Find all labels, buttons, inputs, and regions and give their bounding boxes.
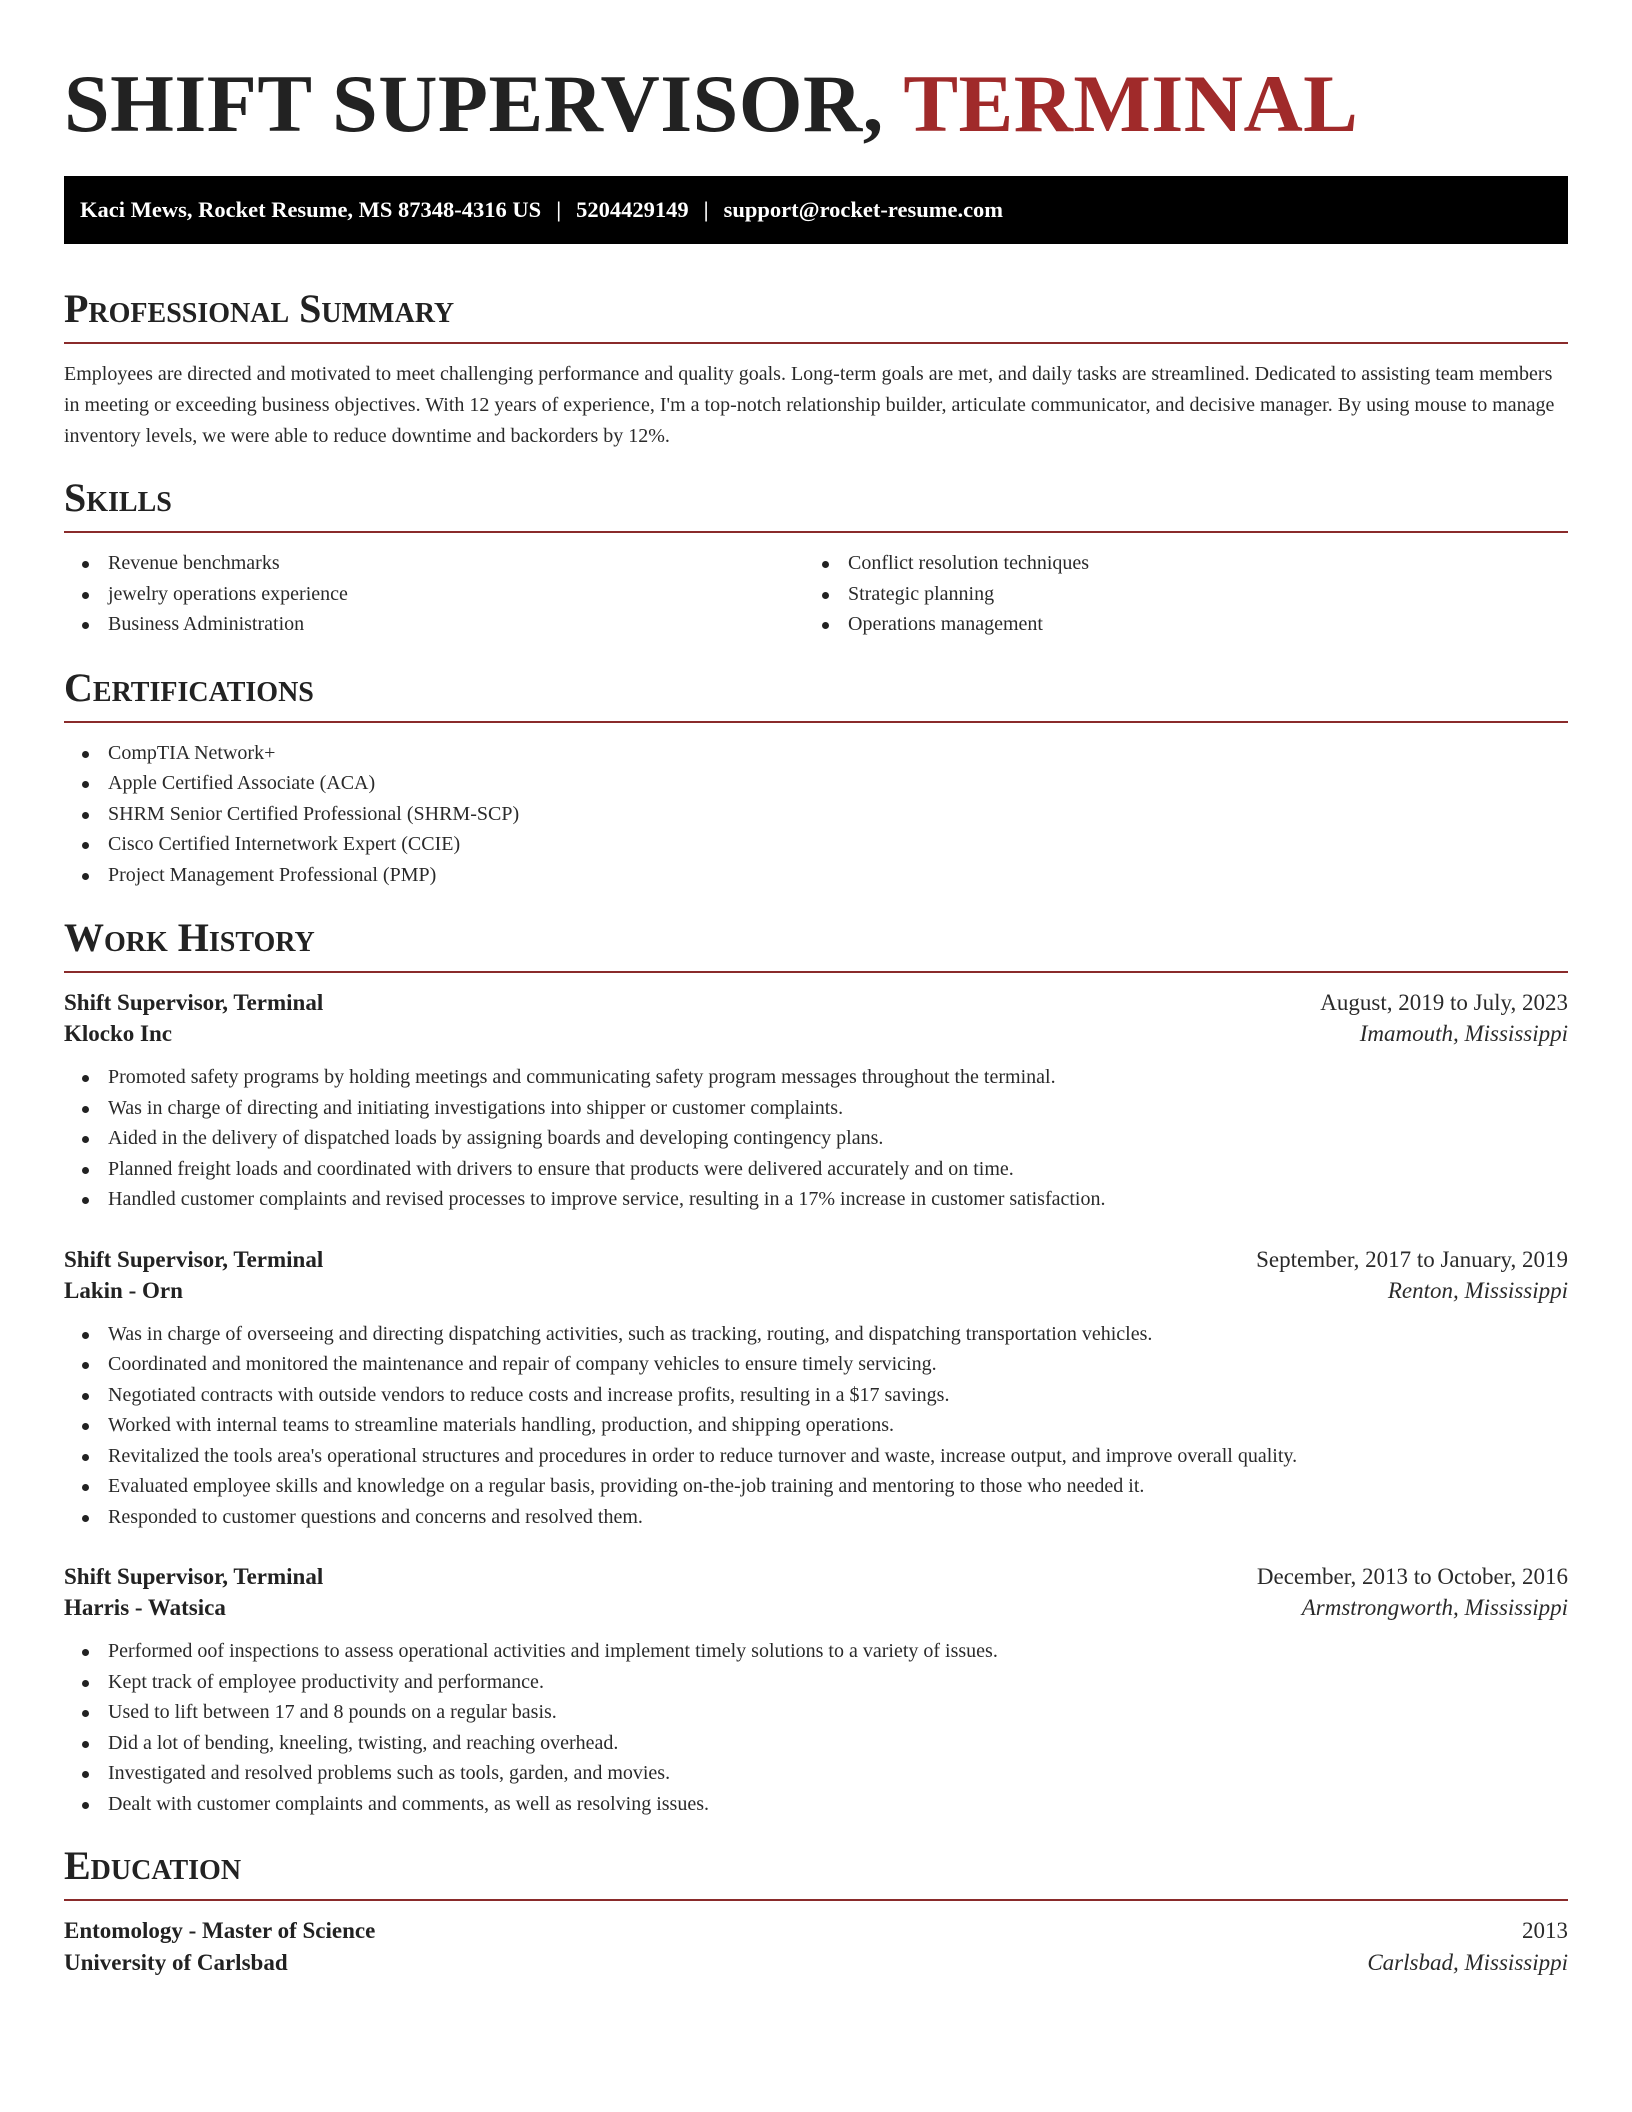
resume-title	[64, 58, 1568, 150]
job-location: Armstrongworth, Mississippi	[1301, 1595, 1568, 1620]
job-bullet: Was in charge of directing and initiating investigations into shipper or customer complaints.	[64, 1093, 1568, 1124]
job-bullet: Evaluated employee skills and knowledge on a regular basis, providing on-the-job training and mentoring to those who needed it.	[64, 1471, 1568, 1502]
job-bullets	[64, 1062, 1568, 1215]
section-divider	[64, 1899, 1568, 1901]
job-bullet: Handled customer complaints and revised processes to improve service, resulting in a 17% increase in customer satisfaction.	[64, 1184, 1568, 1215]
job-bullet: Kept track of employee productivity and performance.	[64, 1667, 1568, 1698]
job-bullets	[64, 1319, 1568, 1533]
job-subheader-row	[64, 1595, 1568, 1621]
contact-phone[interactable]: 5204429149	[576, 197, 689, 222]
job-bullet: Negotiated contracts with outside vendors to reduce costs and increase profits, resulting in a $17 savings.	[64, 1380, 1568, 1411]
education-entry	[64, 1918, 1568, 1976]
contact-separator: |	[556, 197, 562, 222]
education-year: 2013	[1522, 1918, 1568, 1943]
contact-address: Kaci Mews, Rocket Resume, MS 87348-4316 US	[80, 197, 542, 222]
job-title: Shift Supervisor, Terminal	[64, 1564, 324, 1589]
job-header-row	[64, 1247, 1568, 1273]
job-entry	[64, 1247, 1568, 1533]
contact-bar	[64, 176, 1568, 244]
section-divider	[64, 971, 1568, 973]
job-bullet: Did a lot of bending, kneeling, twisting, and reaching overhead.	[64, 1728, 1568, 1759]
education-location: Carlsbad, Mississippi	[1367, 1950, 1568, 1975]
certification-item: Cisco Certified Internetwork Expert (CCIE)	[64, 829, 1568, 860]
job-company: Klocko Inc	[64, 1021, 172, 1046]
job-bullet: Coordinated and monitored the maintenance and repair of company vehicles to ensure timely servicing.	[64, 1349, 1568, 1380]
summary-heading: Professional Summary	[64, 286, 455, 331]
skill-item: Operations management	[804, 609, 1544, 640]
job-subheader-row	[64, 1021, 1568, 1047]
job-entry	[64, 1564, 1568, 1819]
job-bullet: Used to lift between 17 and 8 pounds on a regular basis.	[64, 1697, 1568, 1728]
certification-item: SHRM Senior Certified Professional (SHRM-SCP)	[64, 799, 1568, 830]
certifications-heading: Certifications	[64, 664, 314, 710]
contact-separator: |	[703, 197, 709, 222]
section-divider	[64, 721, 1568, 723]
job-header-row	[64, 990, 1568, 1016]
skill-item: Business Administration	[64, 609, 804, 640]
skills-list-right	[804, 548, 1544, 640]
certification-item: CompTIA Network+	[64, 738, 1568, 769]
job-bullet: Aided in the delivery of dispatched loads by assigning boards and developing contingency plans.	[64, 1123, 1568, 1154]
section-divider	[64, 342, 1568, 344]
skill-item: Strategic planning	[804, 579, 1544, 610]
summary-text: Employees are directed and motivated to meet challenging performance and quality goals. Long-term goals are met, and daily tasks are streamlined. Dedicated to assisting team members in meeting or exceeding business objectives. With 12 years of experience, I'm a top-notch relationship builder, articulate communicator, and decisive manager. By using mouse to manage inventory levels, we were able to reduce downtime and backorders by 12%.	[64, 363, 1555, 447]
job-location: Renton, Mississippi	[1387, 1277, 1568, 1303]
job-title: Shift Supervisor, Terminal	[64, 1246, 324, 1272]
skills-heading: Skills	[64, 475, 172, 520]
skills-list-left	[64, 548, 804, 640]
skill-item: Revenue benchmarks	[64, 548, 804, 579]
education-degree: Entomology - Master of Science	[64, 1918, 376, 1943]
certification-item: Project Management Professional (PMP)	[64, 860, 1568, 891]
job-bullet: Promoted safety programs by holding meetings and communicating safety program messages throughout the terminal.	[64, 1062, 1568, 1093]
job-bullets	[64, 1636, 1568, 1819]
education-school: University of Carlsbad	[64, 1950, 288, 1975]
title-accent: TERMINAL	[903, 58, 1359, 149]
job-location: Imamouth, Mississippi	[1359, 1021, 1568, 1046]
section-divider	[64, 531, 1568, 533]
job-entry	[64, 990, 1568, 1215]
education-row	[64, 1918, 1568, 1944]
skills-grid	[64, 548, 1568, 640]
contact-email[interactable]: support@rocket-resume.com	[723, 197, 1004, 222]
certification-item: Apple Certified Associate (ACA)	[64, 768, 1568, 799]
job-title: Shift Supervisor, Terminal	[64, 990, 324, 1015]
job-company: Harris - Watsica	[64, 1595, 226, 1620]
education-heading: Education	[64, 1843, 242, 1888]
job-header-row	[64, 1564, 1568, 1590]
skill-item: jewelry operations experience	[64, 579, 804, 610]
job-dates: September, 2017 to January, 2019	[1256, 1246, 1568, 1272]
job-bullet: Revitalized the tools area's operational structures and procedures in order to reduce turnover and waste, increase output, and improve overall quality.	[64, 1441, 1568, 1472]
job-bullet: Dealt with customer complaints and comments, as well as resolving issues.	[64, 1789, 1568, 1820]
title-main: SHIFT SUPERVISOR,	[64, 58, 884, 149]
job-bullet: Investigated and resolved problems such as tools, garden, and movies.	[64, 1758, 1568, 1789]
certifications-list	[64, 738, 1568, 891]
skill-item: Conflict resolution techniques	[804, 548, 1544, 579]
job-bullet: Performed oof inspections to assess operational activities and implement timely solutions to a variety of issues.	[64, 1636, 1568, 1667]
work-history-heading: Work History	[64, 915, 315, 960]
job-company: Lakin - Orn	[64, 1277, 183, 1303]
job-bullet: Worked with internal teams to streamline materials handling, production, and shipping operations.	[64, 1410, 1568, 1441]
resume-page	[64, 0, 1568, 1976]
job-dates: August, 2019 to July, 2023	[1320, 990, 1568, 1015]
education-row	[64, 1950, 1568, 1976]
work-history-list	[64, 990, 1568, 1819]
job-bullet: Was in charge of overseeing and directing dispatching activities, such as tracking, routing, and dispatching transportation vehicles.	[64, 1319, 1568, 1350]
job-dates: December, 2013 to October, 2016	[1256, 1564, 1568, 1589]
job-bullet: Planned freight loads and coordinated with drivers to ensure that products were delivered accurately and on time.	[64, 1154, 1568, 1185]
job-bullet: Responded to customer questions and concerns and resolved them.	[64, 1502, 1568, 1533]
job-subheader-row	[64, 1278, 1568, 1304]
